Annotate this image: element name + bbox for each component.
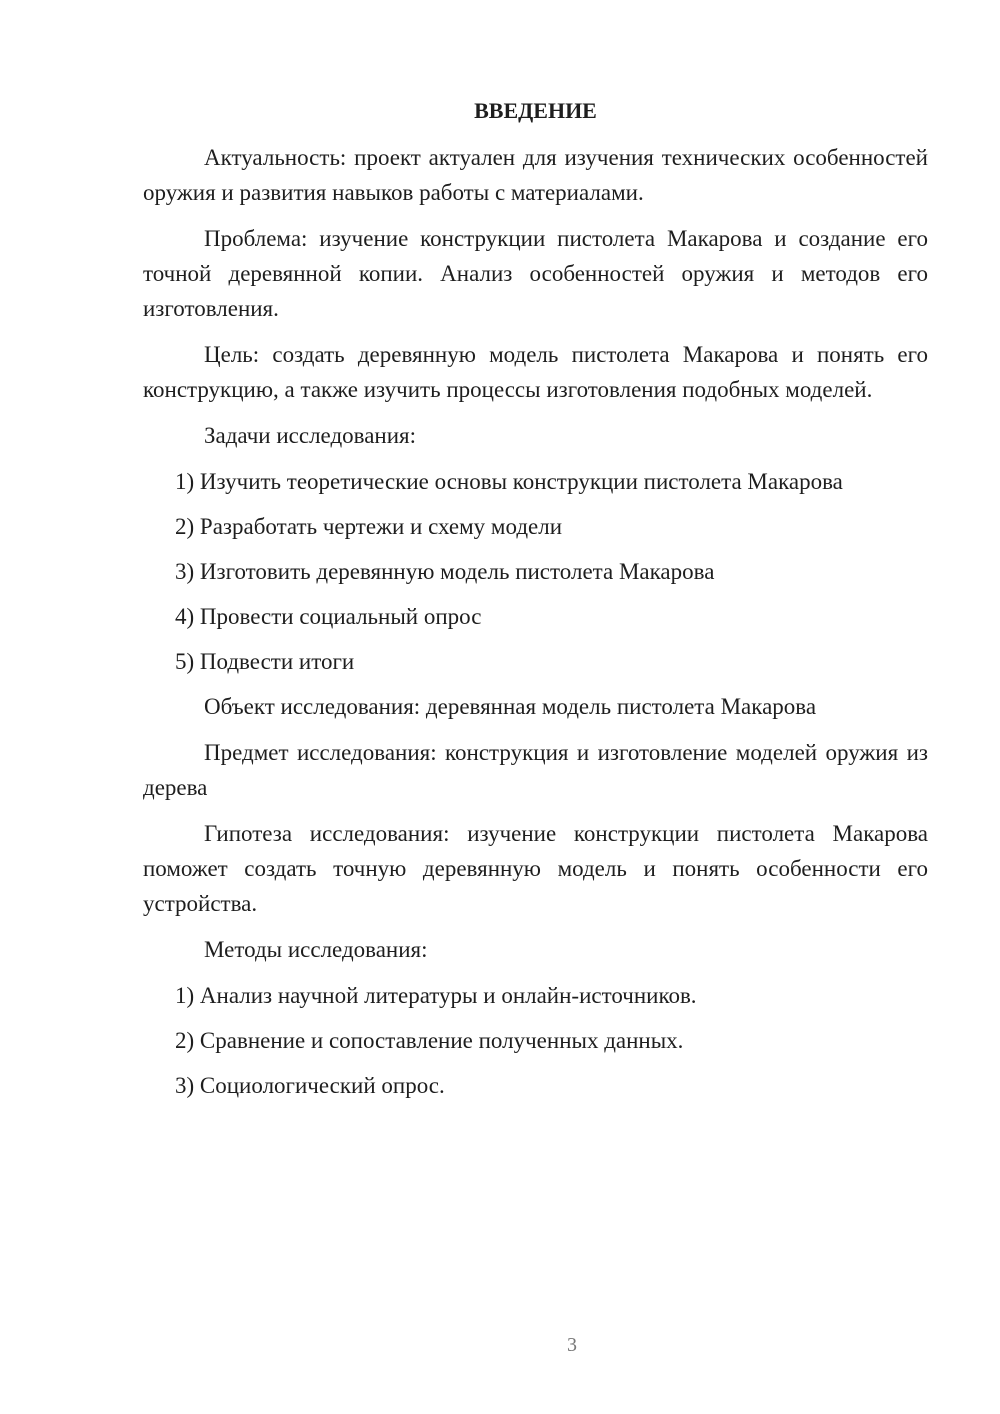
- task-item: 3) Изготовить деревянную модель пистолета Макарова: [175, 559, 715, 584]
- methods-title: Методы исследования:: [204, 937, 428, 962]
- task-item: 5) Подвести итоги: [175, 649, 355, 674]
- task-item: 2) Разработать чертежи и схему модели: [175, 514, 563, 539]
- method-item: 1) Анализ научной литературы и онлайн-источников.: [175, 983, 697, 1008]
- task-item: 4) Провести социальный опрос: [175, 604, 482, 629]
- page-content: [143, 96, 928, 1113]
- method-item: 3) Социологический опрос.: [175, 1073, 445, 1098]
- goal-paragraph: Цель: создать деревянную модель пистолета Макарова и понять его конструкцию, а также изучить процессы изготовления подобных моделей.: [143, 342, 928, 402]
- method-item: 2) Сравнение и сопоставление полученных данных.: [175, 1028, 684, 1053]
- object-paragraph: Объект исследования: деревянная модель пистолета Макарова: [204, 694, 817, 719]
- subject-paragraph: Предмет исследования: конструкция и изготовление моделей оружия из дерева: [143, 740, 928, 800]
- page-number: [72, 1334, 1000, 1357]
- tasks-title: Задачи исследования:: [204, 423, 417, 448]
- relevance-paragraph: Актуальность: проект актуален для изучения технических особенностей оружия и развития навыков работы с материалами.: [143, 145, 928, 205]
- section-heading: ВВЕДЕНИЕ: [474, 98, 597, 123]
- page-number-label: 3: [567, 1334, 577, 1356]
- task-item: 1) Изучить теоретические основы конструкции пистолета Макарова: [175, 469, 843, 494]
- hypothesis-paragraph: Гипотеза исследования: изучение конструкции пистолета Макарова поможет создать точную деревянную модель и понять особенности его устройства.: [143, 821, 928, 916]
- problem-paragraph: Проблема: изучение конструкции пистолета Макарова и создание его точной деревянной копии. Анализ особенностей оружия и методов его изготовления.: [143, 226, 928, 321]
